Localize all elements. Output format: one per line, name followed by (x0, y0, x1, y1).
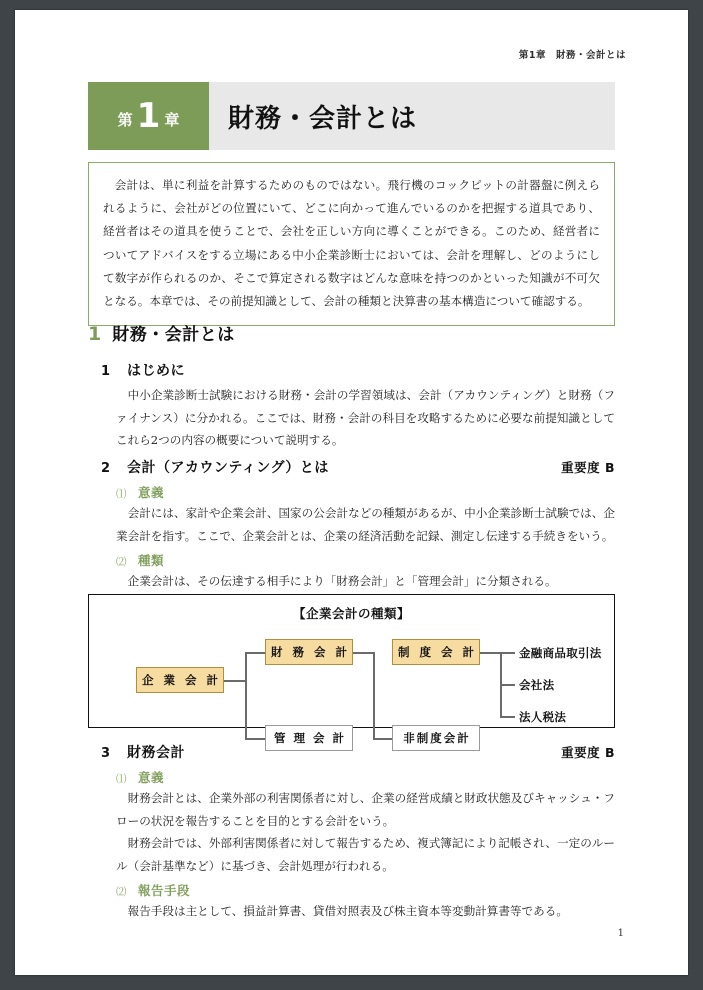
figure-leaf-2: 会社法 (519, 678, 555, 692)
figure-title: 【企業会計の種類】 (292, 606, 410, 621)
connector-root-split (245, 653, 247, 739)
connector-zaimu-split (373, 652, 375, 739)
connector-zaimu-out (352, 652, 374, 654)
subsection-1-number: 1 (101, 364, 111, 379)
intro-text: 会計は、単に利益を計算するためのものではない。飛行機のコックピットの計器盤に例えられるように、会社がどの位置にいて、どこに向かって進んでいるのかを把握する道具であり、経営者はその道具を使うことで、会社を正しい方向に導くことができる。このため、経営者についてアドバイスをする立場にある中小企業診断士においては、会計を理解し、どのようにして数字が作られるのか、そこで算定される数字はどんな意味を持つのかといった知識が不可欠となる。本章では、その前提知識として、会計の種類と決算書の基本構造について確認する。 (103, 178, 600, 308)
connector-to-kanri (245, 738, 266, 740)
figure-box (88, 594, 615, 745)
item-3-1-paragraph-1: 財務会計とは、企業外部の利害関係者に対し、企業の経営成績と財政状態及びキャッシュ・フローの状況を報告することを目的とする会計をいう。 (116, 791, 615, 828)
item-3-2-paragraph: 報告手段は主として、損益計算書、貸借対照表及び株主資本等変動計算書等である。 (127, 904, 568, 918)
document-page (15, 10, 688, 975)
figure-leaf-3: 法人税法 (519, 710, 567, 724)
page-number: 1 (617, 928, 624, 939)
subsection-2-importance-badge: 重要度 B (561, 460, 615, 475)
subsection-3-importance-badge: 重要度 B (561, 745, 615, 760)
figure-node-hiseido-kaikei: 非制度会計 (392, 725, 480, 751)
item-3-1-paragraph-2: 財務会計では、外部利害関係者に対して報告するため、複式簿記により記帳され、一定のルール（会計基準など）に基づき、会計処理が行われる。 (116, 836, 615, 873)
connector-to-leaf-1 (500, 652, 515, 654)
item-2-2-title: 種類 (138, 553, 165, 568)
figure-node-kigyo-kaikei: 企 業 会 計 (136, 667, 224, 693)
item-heading-2-1 (116, 483, 164, 501)
chapter-number-value: 1 (136, 96, 161, 136)
section-1-title: 財務・会計とは (112, 325, 235, 345)
figure-node-seido-kaikei: 制 度 会 計 (392, 639, 480, 665)
figure-node-kanri-kaikei: 管 理 会 計 (265, 725, 353, 751)
chapter-banner (88, 82, 615, 150)
subsection-1-title: はじめに (127, 363, 185, 379)
chapter-number-suffix: 章 (164, 110, 180, 129)
connector-to-leaf-2 (500, 684, 515, 686)
item-3-1-title: 意義 (138, 770, 165, 785)
item-2-1-number: ⑴ (116, 488, 127, 500)
subsection-3-number: 3 (101, 746, 111, 761)
connector-to-hiseido (373, 738, 393, 740)
subsection-heading-2 (101, 457, 615, 477)
figure-leaf-1: 金融商品取引法 (519, 646, 602, 660)
figure-node-zaimu-kaikei: 財 務 会 計 (265, 639, 353, 665)
item-2-1-title: 意義 (138, 485, 165, 500)
subsection-2-number: 2 (101, 461, 111, 476)
item-3-2-title: 報告手段 (138, 883, 191, 898)
item-heading-2-2 (116, 551, 164, 569)
subsection-heading-1 (101, 360, 615, 380)
connector-seido-out (479, 652, 501, 654)
item-3-1-number: ⑴ (116, 773, 127, 785)
subsection-1-paragraph: 中小企業診断士試験における財務・会計の学習領域は、会計（アカウンティング）と財務（ファイナンス）に分かれる。ここでは、財務・会計の科目を攻略するために必要な前提知識としてこれら2つの内容の概要について説明する。 (116, 388, 615, 448)
chapter-title: 財務・会計とは (228, 103, 418, 134)
chapter-number-prefix: 第 (117, 110, 133, 129)
subsection-2-title: 会計（アカウンティング）とは (127, 460, 329, 476)
section-1-number: 1 (88, 323, 102, 345)
connector-to-leaf-3 (500, 716, 515, 718)
running-header: 第1章 財務・会計とは (518, 50, 626, 61)
connector-to-zaimu (245, 652, 266, 654)
subsection-3-title: 財務会計 (127, 745, 185, 761)
section-heading-1 (88, 320, 235, 345)
subsection-heading-3 (101, 742, 615, 762)
item-2-2-number: ⑵ (116, 556, 127, 568)
chapter-number-block (88, 82, 209, 150)
intro-box (88, 162, 615, 326)
item-heading-3-2 (116, 881, 190, 899)
item-2-2-paragraph: 企業会計は、その伝達する相手により「財務会計」と「管理会計」に分類される。 (127, 574, 557, 588)
item-2-1-paragraph: 会計には、家計や企業会計、国家の公会計などの種類があるが、中小企業診断士試験では、企業会計を指す。ここで、企業会計とは、企業の経済活動を記録、測定し伝達する手続きをいう。 (116, 506, 615, 543)
connector-root-out (224, 680, 246, 682)
item-3-2-number: ⑵ (116, 886, 127, 898)
item-heading-3-1 (116, 768, 164, 786)
